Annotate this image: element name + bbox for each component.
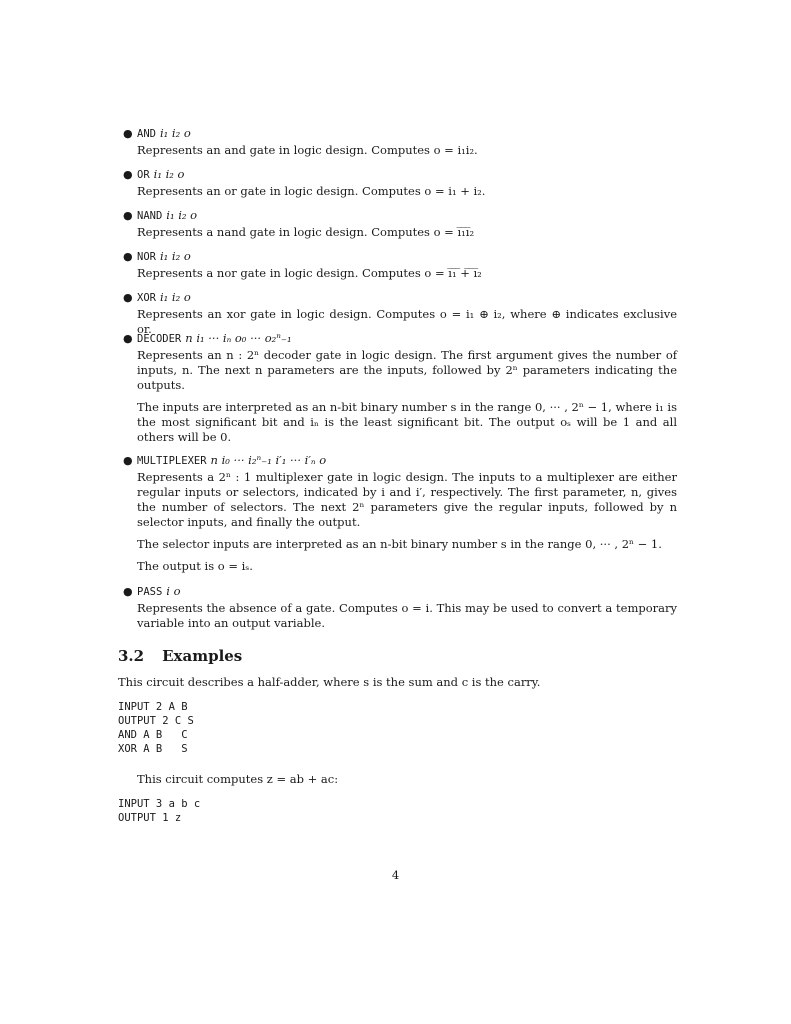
section-title: Examples xyxy=(162,647,243,665)
gate-keyword: NAND xyxy=(137,210,163,222)
code-block-half-adder: INPUT 2 A B OUTPUT 2 C S AND A B C XOR A B S xyxy=(118,701,194,755)
gate-description: Represents an or gate in logic design. Computes o = i₁ + i₂. xyxy=(137,184,486,198)
gate-args: i₁ i₂ o xyxy=(159,126,191,140)
bullet-xor xyxy=(123,290,677,337)
bullet-nor xyxy=(123,249,677,281)
gate-paragraph-2: The output is o = iₛ. xyxy=(137,559,253,573)
gate-keyword: DECODER xyxy=(137,333,182,345)
bullet-multiplexer xyxy=(123,453,677,574)
gate-description: Represents a nand gate in logic design. Computes o = i̅₁̅i̅₂ xyxy=(137,225,475,239)
gate-description: Represents an and gate in logic design. Computes o = i₁i₂. xyxy=(137,143,478,157)
gate-description: Represents a 2ⁿ : 1 multiplexer gate in logic design. The inputs to a multiplexer are either regular inputs or selectors, indicated by i and i′, respectively. The first parameter, n, gives the number of selectors. The next 2ⁿ parameters give the regular inputs, followed by n selector inputs, and finally the output. xyxy=(137,470,677,529)
gate-args: i₁ i₂ o xyxy=(166,208,198,222)
gate-keyword: PASS xyxy=(137,586,163,598)
gate-keyword: OR xyxy=(137,169,150,181)
bullet-or xyxy=(123,167,677,199)
bullet-dot-icon: ● xyxy=(123,127,133,140)
bullet-dot-icon: ● xyxy=(123,168,133,181)
gate-description: Represents the absence of a gate. Computes o = i. This may be used to convert a temporary variable into an output variable. xyxy=(137,601,677,630)
gate-args: i o xyxy=(166,584,181,598)
gate-args: n i₀ ··· i₂ⁿ₋₁ i′₁ ··· i′ₙ o xyxy=(210,453,327,467)
bullet-dot-icon: ● xyxy=(123,585,133,598)
bullet-dot-icon: ● xyxy=(123,209,133,222)
between-text: This circuit computes z = ab + ac: xyxy=(137,772,339,786)
bullet-dot-icon: ● xyxy=(123,291,133,304)
gate-keyword: MULTIPLEXER xyxy=(137,455,207,467)
gate-args: i₁ i₂ o xyxy=(159,249,191,263)
gate-description: Represents a nor gate in logic design. Computes o = i̅₁̅ ̅+̅ ̅i̅₂ xyxy=(137,266,482,280)
gate-args: i₁ i₂ o xyxy=(159,290,191,304)
bullet-and xyxy=(123,126,677,158)
page-number: 4 xyxy=(391,868,400,882)
gate-keyword: AND xyxy=(137,128,156,140)
bullet-pass xyxy=(123,584,677,631)
gate-description: Represents an xor gate in logic design. Computes o = i₁ ⊕ i₂, where ⊕ indicates exclusive or. xyxy=(137,307,677,336)
gate-args: i₁ i₂ o xyxy=(153,167,185,181)
bullet-dot-icon: ● xyxy=(123,250,133,263)
gate-keyword: NOR xyxy=(137,251,156,263)
gate-description: Represents an n : 2ⁿ decoder gate in logic design. The first argument gives the number of inputs, n. The next n parameters are the inputs, followed by 2ⁿ parameters indicating the outputs. xyxy=(137,348,677,392)
gate-paragraph: The inputs are interpreted as an n-bit binary number s in the range 0, ··· , 2ⁿ − 1, where i₁ is the most significant bit and iₙ is the least significant bit. The output oₛ will be 1 and all others will be 0. xyxy=(137,400,677,444)
section-number: 3.2 xyxy=(118,647,145,665)
intro-text: This circuit describes a half-adder, where s is the sum and c is the carry. xyxy=(118,675,541,689)
section-heading xyxy=(118,647,242,665)
gate-args: n i₁ ··· iₙ o₀ ··· o₂ⁿ₋₁ xyxy=(185,331,292,345)
gate-paragraph: The selector inputs are interpreted as an n-bit binary number s in the range 0, ··· , 2ⁿ − 1. xyxy=(137,537,662,551)
bullet-nand xyxy=(123,208,677,240)
bullet-dot-icon: ● xyxy=(123,332,133,345)
code-block-z: INPUT 3 a b c OUTPUT 1 z xyxy=(118,798,201,824)
bullet-decoder xyxy=(123,331,677,445)
gate-keyword: XOR xyxy=(137,292,156,304)
bullet-dot-icon: ● xyxy=(123,454,133,467)
